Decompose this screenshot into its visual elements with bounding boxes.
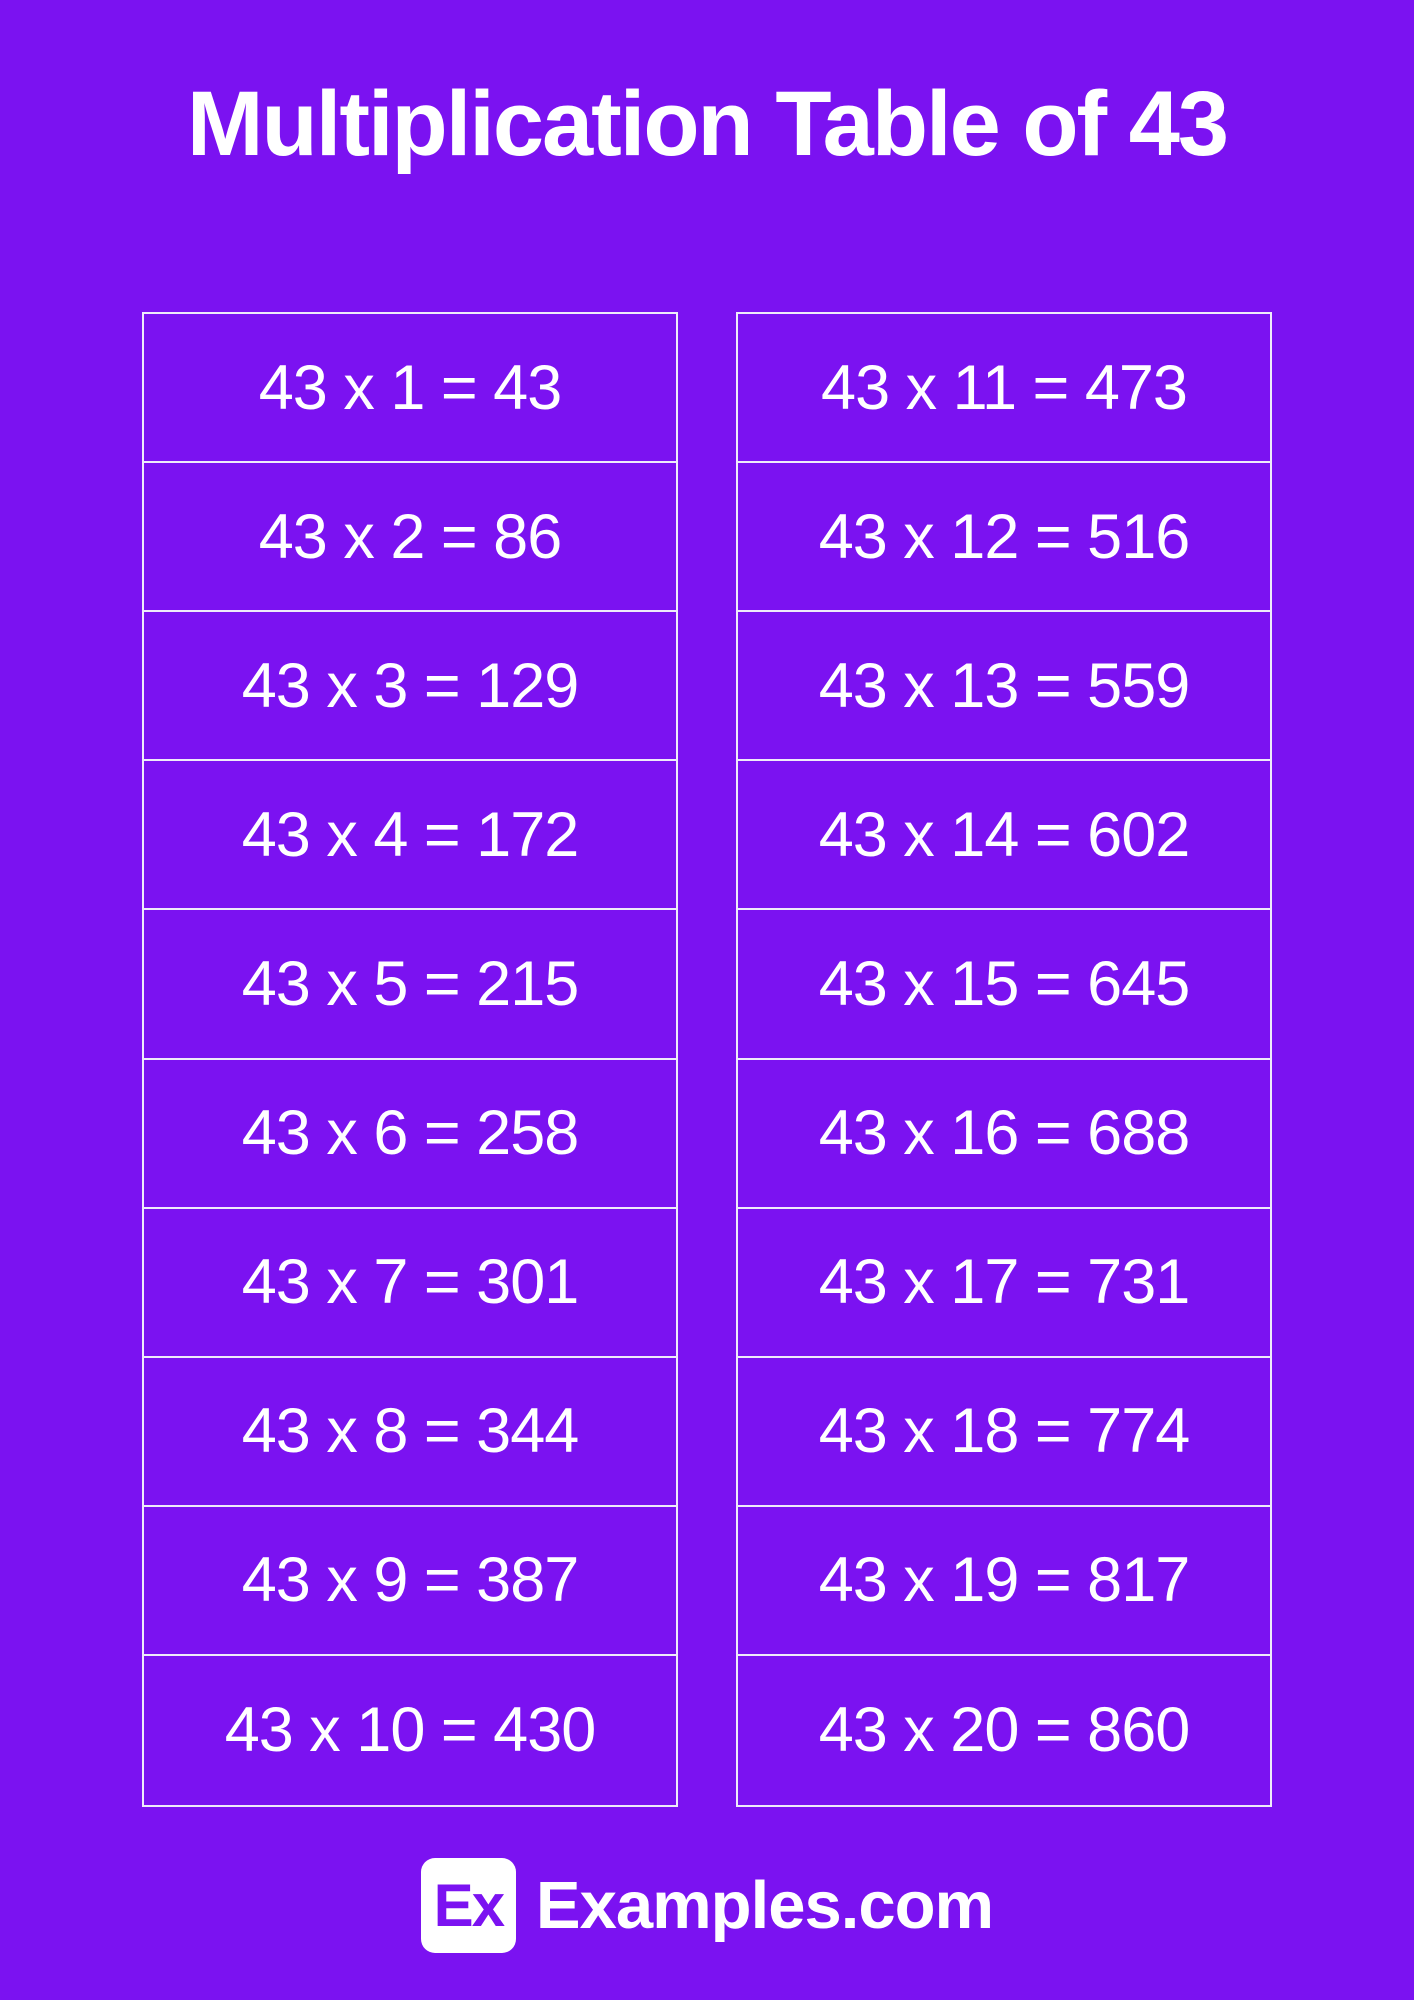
fact-43x18: 43 x 18 = 774 [738,1358,1270,1507]
fact-43x2: 43 x 2 = 86 [144,463,676,612]
fact-43x13: 43 x 13 = 559 [738,612,1270,761]
fact-43x14: 43 x 14 = 602 [738,761,1270,910]
fact-43x10: 43 x 10 = 430 [224,1695,596,1766]
multiplication-table-left [142,312,678,1807]
fact-43x5: 43 x 5 = 215 [144,910,676,1059]
examples-logo [0,1858,1414,1953]
examples-logo-badge-icon: Ex [421,1858,516,1953]
fact-43x1: 43 x 1 = 43 [144,314,676,463]
fact-43x15: 43 x 15 = 645 [738,910,1270,1059]
fact-43x11: 43 x 11 = 473 [738,314,1270,463]
fact-43x7: 43 x 7 = 301 [144,1209,676,1358]
fact-43x19: 43 x 19 = 817 [738,1507,1270,1656]
page-title: Multiplication Table of 43 [186,73,1228,175]
fact-43x4: 43 x 4 = 172 [144,761,676,910]
multiplication-table-right [736,312,1272,1807]
fact-43x6: 43 x 6 = 258 [144,1060,676,1209]
fact-43x9: 43 x 9 = 387 [144,1507,676,1656]
fact-43x8: 43 x 8 = 344 [144,1358,676,1507]
examples-brand-text: Examples.com [535,1868,994,1943]
fact-43x17: 43 x 17 = 731 [738,1209,1270,1358]
fact-43x20: 43 x 20 = 860 [818,1695,1190,1766]
fact-43x16: 43 x 16 = 688 [738,1060,1270,1209]
fact-43x12: 43 x 12 = 516 [738,463,1270,612]
fact-43x3: 43 x 3 = 129 [144,612,676,761]
